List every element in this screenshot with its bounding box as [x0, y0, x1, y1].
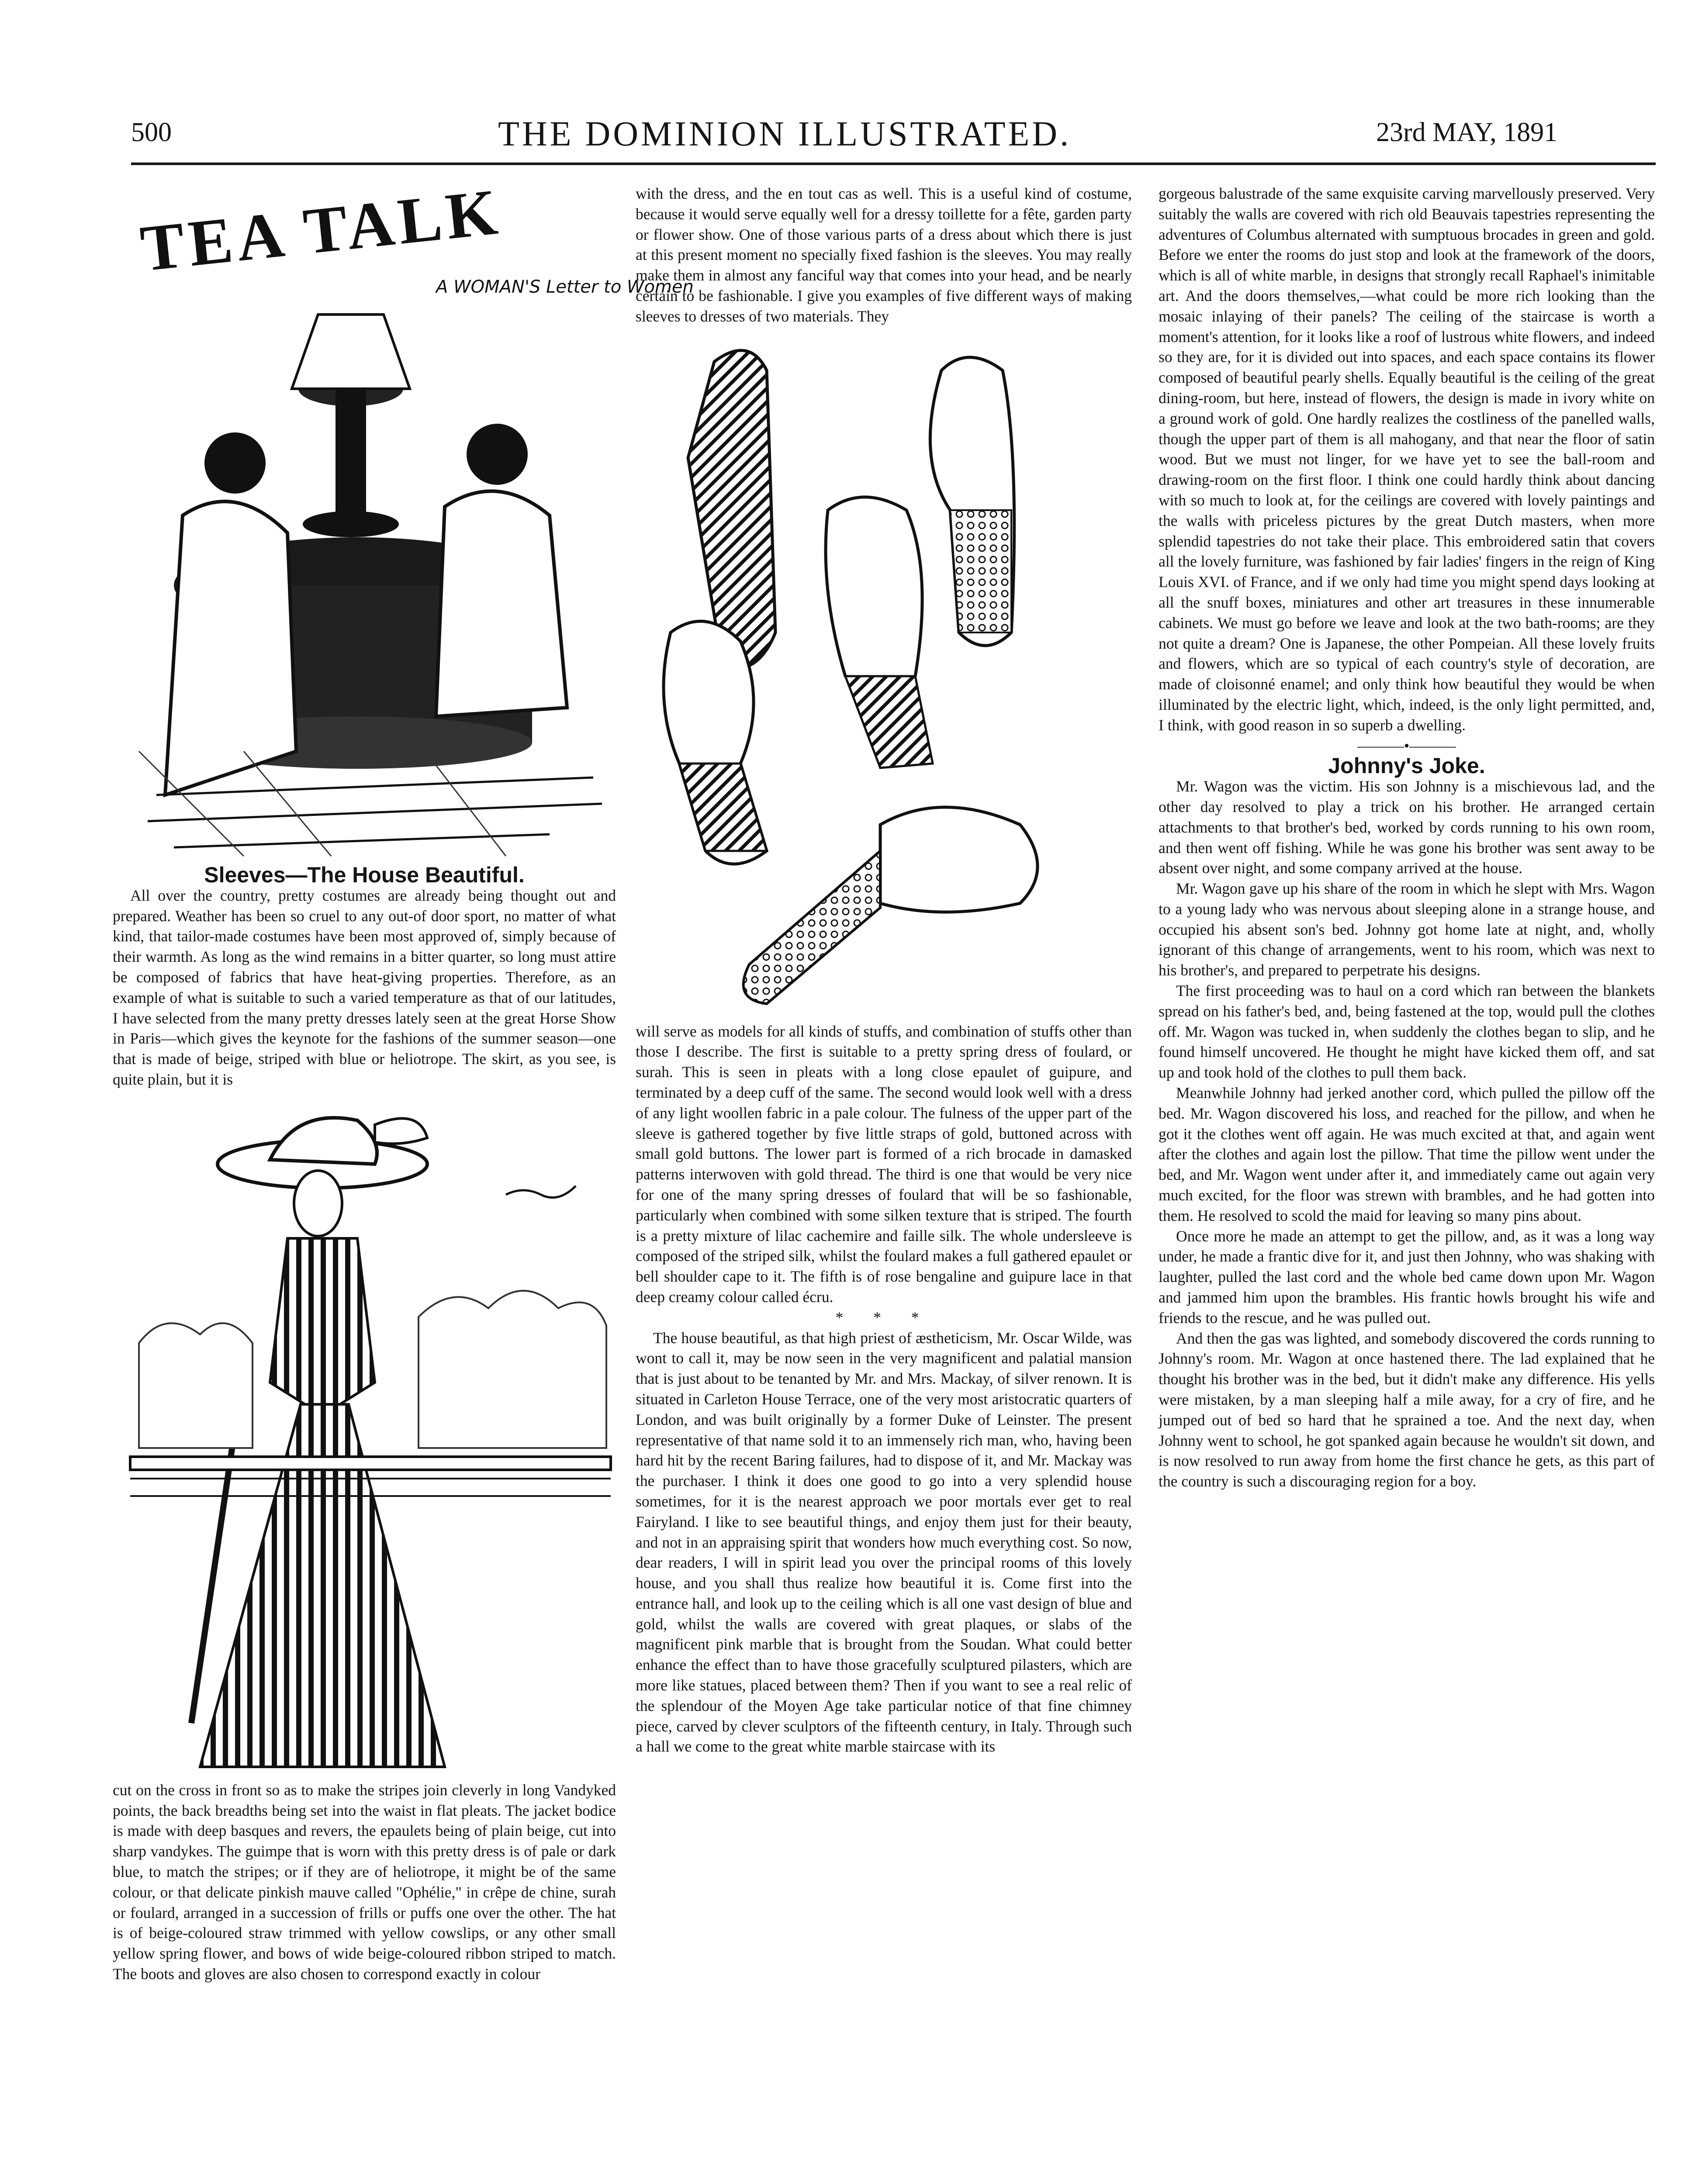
five-sleeves-illustration [636, 327, 1132, 1021]
joke-paragraph-5: Once more he made an attempt to get the pillow, and, as it was a long way under, he made a frantic dive for it, and just then Johnny, who was shaking with laughter, pulled the last cord and the whole bed came down upon Mr. Wagon and jammed him upon the brambles. His frantic howls brought his wife and friends to the rescue, and he was pulled out. [1159, 1227, 1655, 1327]
header-rule [131, 162, 1656, 165]
issue-date: 23rd MAY, 1891 [1376, 117, 1558, 147]
striped-dress-illustration [113, 1099, 616, 1780]
sleeves-heading: Sleeves—The House Beautiful. [204, 863, 525, 887]
sleeves-paragraph-4: will serve as models for all kinds of stuffs, and combination of stuffs other than those I describe. The first is suitable to a pretty spring dress of foulard, or surah. This is seen in pleats with a long close epaulet of guipure, and terminated by a deep cuff of the same. The second would look well with a dress of any light woollen fabric in a pale colour. The fulness of the upper part of the sleeve is gathered together by five little straps of gold, buttoned across with small gold buttons. The lower part is formed of a rich brocade in damasked patterns interwoven with gold thread. The third is one that would be very nice for one of the many spring dresses of foulard that will be so fashionable, particularly when combined with some silken texture that is striped. The fourth is a pretty mixture of lilac cachemire and faille silk. The whole undersleeve is composed of the striped silk, whilst the foulard makes a full gathered epaulet or bell shoulder cape to it. The fifth is of rose bengaline and guipure lace in that deep creamy colour called écru. [636, 1022, 1132, 1306]
joke-paragraph-3: The first proceeding was to haul on a cord which ran between the blankets spread on his father's bed, and, being fastened at the top, would pull the clothes off. Mr. Wagon was tucked in, when suddenly the clothes began to slip, and he found himself uncovered. He thought he might have kicked them off, and sat up and took hold of the clothes to pull them back. [1159, 982, 1655, 1082]
johnnys-joke-heading: Johnny's Joke. [1328, 753, 1485, 778]
house-paragraph-1: The house beautiful, as that high priest of æstheticism, Mr. Oscar Wilde, was wont to call it, may be now seen in the very magnificent and palatial mansion that is just about to be tenanted by Mr. and Mrs. Mackay, of silver renown. It is situated in Carleton House Terrace, one of the very most aristocratic quarters of London, and was built originally by a former Duke of Leinster. The present representative of that name sold it to an immensely rich man, who, having been hard hit by the recent Baring failures, had to dispose of it, and Mr. Mackay was the purchaser. I think it does one good to go into a very splendid house sometimes, for it is the nearest approach we poor mortals ever get to real Fairyland. I like to see beautiful things, and enjoy them just for their beauty, and not in an appraising spirit that wonders how much everything cost. So now, dear readers, I will in spirit lead you over the principal rooms of this lovely house, and you shall thus realize how beautiful it is. Come first into the entrance hall, and look up to the ceiling which is all one vast design of blue and gold, whilst the walls are covered with great plaques, or slabs of the magnificent pink marble that is brought from the Soudan. What could better enhance the effect than to have those gracefully sculptured pilasters, which are more like statues, placed between them? Then if you want to see a real relic of the splendour of the Moyen Age take particular notice of that fine chimney piece, carved by clever sculptors of the fifteenth century, in Italy. Through such a hall we come to the great white marble staircase with its [636, 1329, 1132, 1755]
page-number: 500 [131, 117, 172, 147]
joke-paragraph-6: And then the gas was lighted, and somebody discovered the cords running to Johnny's room. Mr. Wagon at once hastened there. The lad explained that he thought his brother was in the bed, but it didn't make any difference. His yells were mistaken, by a man sleeping half a mile away, for a cry of fire, and he jumped out of bed so hard that he sprained a toe. And the next day, when Johnny went to school, he got spanked again because he wouldn't sit down, and is now resolved to run away from home the first chance he gets, as this part of the country is such a discouraging region for a boy. [1159, 1329, 1655, 1490]
page-header [0, 0, 1702, 183]
joke-paragraph-2: Mr. Wagon gave up his share of the room in which he slept with Mrs. Wagon to a young lady who was nervous about sleeping alone in a strange house, and occupied his absent son's bed. Johnny got home late at night, and, wholly ignorant of this change of arrangements, went to his room, which was next to his brother's, and prepared to perpetrate his designs. [1159, 880, 1655, 979]
tea-talk-subtitle: A WOMAN'S Letter to Women [436, 277, 694, 297]
tea-talk-illustration [113, 175, 694, 865]
article-separator: ———•——— [1357, 736, 1456, 754]
sleeves-paragraph-1: All over the country, pretty costumes are already being thought out and prepared. Weather has been so cruel to any out-of door sport, no matter of what kind, that tailor-made costumes have been most approved of, simply because of their warmth. As long as the wind remains in a bitter quarter, so long must attire be composed of fabrics that have heat-giving properties. Therefore, as an example of what is suitable to such a varied temperature as that of our latitudes, I have selected from the many pretty dresses lately seen at the great Horse Show in Paris—which gives the keynote for the fashions of the summer season—one that is made of beige, striped with blue or heliotrope. The skirt, as you see, is quite plain, but it is [113, 886, 616, 1088]
house-paragraph-2: gorgeous balustrade of the same exquisite carving marvellously preserved. Very suitably the walls are covered with rich old Beauvais tapestries representing the adventures of Columbus alternated with sumptuous brocades in green and gold. Before we enter the rooms do just stop and look at the framework of the doors, which is all of white marble, in designs that strongly recall Raphael's inimitable art. And the doors themselves,—what could be more rich looking than the mosaic inlaying of their panels? The ceiling of the staircase is worth a moment's attention, for it looks like a roof of lustrous white flowers, and indeed so they are, for it is divided out into spaces, and each space contains its flower composed of beautiful pearly shells. Equally beautiful is the ceiling of the great dining-room, but here, instead of flowers, the design is made in ivory white on a ground work of gold. One hardly realizes the costliness of the panelled walls, though the upper part of them is all mahogany, and that near the floor of satin wood. But we must not linger, for we have yet to see the ball-room and drawing-room on the first floor. I think one could hardly think about dancing with so much to look at, for the ceilings are covered with lovely paintings and the walls with priceless pictures by the great Dutch masters, when more splendid tapestries do not take their place. This embroidered satin that covers all the lovely furniture, was fashioned by fair ladies' fingers in the reign of King Louis XVI. of France, and if we only had time you might spend days looking at all the snuff boxes, miniatures and other art treasures in these innumerable cabinets. We must go before we leave and look at the two bath-rooms; are they not quite a dream? One is Japanese, the other Pompeian. All these lovely fruits and flowers, which are so typical of each country's style of decoration, are made of cloisonné enamel; and only think how beautiful they would be when illuminated by the electric light, which, indeed, is the only light permitted, and, I think, with good reason in so superb a dwelling. [1159, 185, 1655, 734]
sleeves-paragraph-3: with the dress, and the en tout cas as well. This is a useful kind of costume, because it would serve equally well for a dressy toillette for a fête, garden party or flower show. One of those various parts of a dress about which there is just at this present moment no specially fixed fashion is the sleeves. You may really make them in almost any fanciful way that comes into your head, and be nearly certain to be fashionable. I give you examples of five different ways of making sleeves to dresses of two materials. They [636, 185, 1132, 325]
publication-title: THE DOMINION ILLUSTRATED. [498, 115, 1072, 153]
column-3 [1159, 183, 1655, 1492]
section-stars: * * * [835, 1308, 932, 1326]
joke-paragraph-4: Meanwhile Johnny had jerked another cord, which pulled the pillow off the bed. Mr. Wagon discovered his loss, and reached for the pillow, and when he got it the clothes went off again. He was much excited at that, and again went after the clothes and again lost the pillow. That time the pillow went under the bed, and Mr. Wagon went under after it, and immediately came out again very much excited, for the floor was strewn with brambles, and he had gotten into them. He resolved to scold the maid for leaving so many pins about. [1159, 1084, 1655, 1224]
column-1 [113, 175, 694, 1984]
joke-paragraph-1: Mr. Wagon was the victim. His son Johnny is a mischievous lad, and the other day resolved to play a trick on his brother. He arranged certain attachments to that brother's bed, worked by cords running to his own room, and then went off fishing. While he was gone his brother was sent away to be absent over night, and some company arrived at the house. [1159, 778, 1655, 877]
tea-talk-title: TEA TALK [137, 175, 505, 285]
sleeves-paragraph-2: cut on the cross in front so as to make the stripes join cleverly in long Vandyked points, the back breadths being set into the waist in flat pleats. The jacket bodice is made with deep basques and revers, the epaulets being of plain beige, cut into sharp vandykes. The guimpe that is worn with this pretty dress is of pale or dark blue, to match the stripes; or if they are of heliotrope, it might be of the same colour, or that delicate pinkish mauve called "Ophélie," in crêpe de chine, surah or foulard, arranged in a succession of frills or puffs one over the other. The hat is of beige-coloured straw trimmed with yellow cowslips, or any other small yellow spring flower, and bows of wide beige-coloured ribbon striped to match. The boots and gloves are also chosen to correspond exactly in colour [113, 1781, 616, 1983]
column-2 [636, 183, 1132, 1757]
